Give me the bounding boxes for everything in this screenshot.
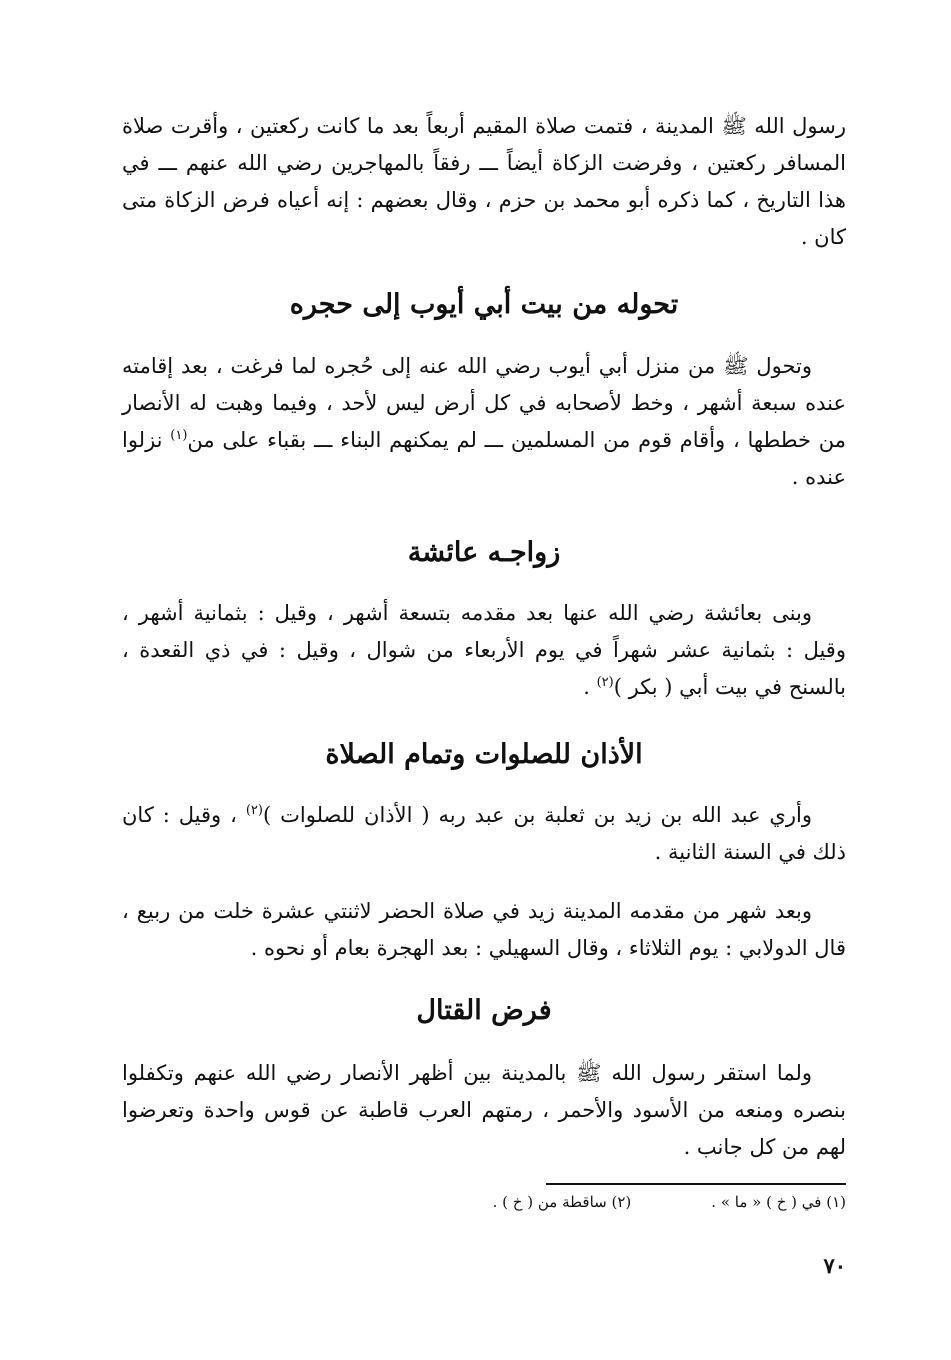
paragraph-fighting xyxy=(122,1055,846,1166)
paragraph-prayer xyxy=(122,893,846,967)
page-number: ٧٠ xyxy=(823,1253,846,1278)
footnote-divider xyxy=(546,1183,846,1185)
paragraph-text-before: وتحول ﷺ من منزل أبي أيوب رضي الله عنه إلى حُجره لما فرغت ، بعد إقامته عنده سبعة أشهر ، وخط لأصحابه في كل أرض ليس لأحد ، وفيما وهبت له الأنصار من خططها ، وأقام قوم من المسلمين ـــ لم يمكنهم البناء ـــ بقباء على من xyxy=(122,354,846,452)
paragraph-marriage xyxy=(122,595,846,706)
footnote-ref-1: (١) xyxy=(170,428,188,443)
paragraph-text xyxy=(122,797,846,871)
paragraph-move xyxy=(122,348,846,496)
paragraph-text-before: وأري عبد الله بن زيد بن ثعلبة بن عبد ربه ( الأذان للصلوات ) xyxy=(262,803,812,827)
paragraph-text-body: وبعد شهر من مقدمه المدينة زيد في صلاة الحضر لاثنتي عشرة خلت من ربيع ، قال الدولابي : يوم الثلاثاء ، وقال السهيلي : بعد الهجرة بعام أو نحوه . xyxy=(122,899,846,960)
footnote-1: (١) في ( خ ) « ما » . xyxy=(711,1193,846,1211)
heading-block xyxy=(122,735,846,775)
footnote-ref-2: (٢) xyxy=(596,675,614,690)
section-heading-marriage: زواجـه عائشة xyxy=(407,537,561,568)
footnotes xyxy=(122,1190,846,1214)
paragraph-adhan xyxy=(122,797,846,871)
paragraph-text xyxy=(122,1055,846,1166)
paragraph-text xyxy=(122,893,846,967)
heading-block xyxy=(122,991,846,1031)
paragraph-text: رسول الله ﷺ المدينة ، فتمت صلاة المقيم أربعاً بعد ما كانت ركعتين ، وأقرت صلاة المسافر ركعتين ، وفرضت الزكاة أيضاً ـــ رفقاً بالمهاجرين رضي الله عنهم ـــ في هذا التاريخ ، كما ذكره أبو محمد بن حزم ، وقال بعضهم : إنه أعياه فرض الزكاة متى كان . xyxy=(122,114,846,249)
paragraph-text-body: ولما استقر رسول الله ﷺ بالمدينة بين أظهر الأنصار رضي الله عنهم وتكفلوا بنصره ومنعه من الأسود والأحمر ، رمتهم العرب قاطبة عن قوس واحدة وتعرضوا لهم من كل جانب . xyxy=(122,1061,846,1159)
section-heading-fighting: فرض القتال xyxy=(416,995,552,1026)
heading-block xyxy=(122,285,846,325)
footnote-2: (٢) ساقطة من ( خ ) . xyxy=(492,1193,632,1211)
paragraph-zakat xyxy=(122,108,846,256)
paragraph-text-after: . xyxy=(583,675,597,699)
section-heading-adhan: الأذان للصلوات وتمام الصلاة xyxy=(325,739,643,770)
footnote-ref-2b: (٢) xyxy=(245,803,263,818)
paragraph-text xyxy=(122,595,846,706)
paragraph-text xyxy=(122,348,846,496)
section-heading-move: تحوله من بيت أبي أيوب إلى حجره xyxy=(289,289,679,320)
paragraph-text-after: نزلوا عنده . xyxy=(122,428,846,489)
heading-block xyxy=(122,533,846,573)
paragraph-text-after: ، وقيل : كان ذلك في السنة الثانية . xyxy=(122,803,846,864)
paragraph-text-before: وبنى بعائشة رضي الله عنها بعد مقدمه بتسعة أشهر ، وقيل : بثمانية أشهر ، وقيل : بثمانية عشر شهراً في يوم الأربعاء من شوال ، وقيل : في ذي القعدة ، بالسنح في بيت أبي ( بكر ) xyxy=(122,601,846,699)
